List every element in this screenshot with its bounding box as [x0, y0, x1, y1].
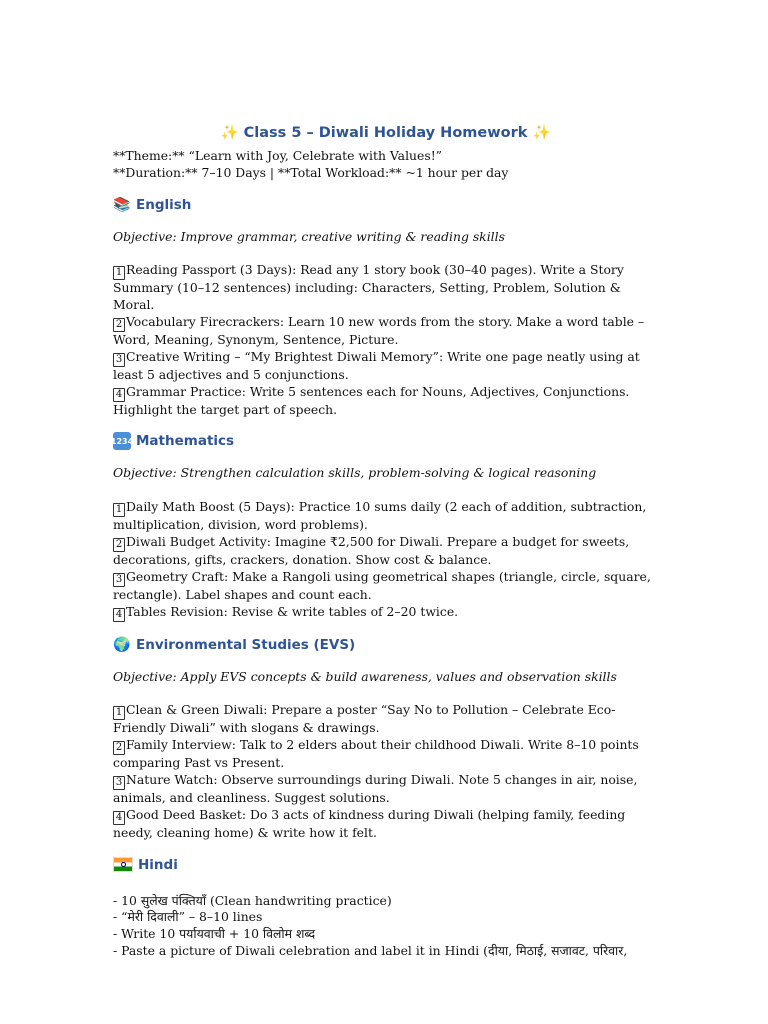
task-list-mathematics — [113, 499, 658, 621]
task-text: Clean & Green Diwali: Prepare a poster “Say No to Pollution – Celebrate Eco-Friendly Diwali” with slogans & drawings. — [113, 702, 616, 736]
task-list-hindi — [113, 893, 658, 960]
task-text: Daily Math Boost (5 Days): Practice 10 sums daily (2 each of addition, subtraction, multiplication, division, word problems). — [113, 499, 647, 533]
list-item: - Write 10 पर्यायवाची + 10 विलोम शब्द — [113, 926, 316, 942]
task-text: Diwali Budget Activity: Imagine ₹2,500 for Diwali. Prepare a budget for sweets, decorations, gifts, crackers, donation. Show cost & balance. — [113, 533, 630, 567]
duration-line: **Duration:** 7–10 Days | **Total Workload:** ~1 hour per day — [113, 164, 509, 180]
list-item — [113, 569, 658, 604]
number-badge: 2 — [113, 538, 125, 552]
objective-mathematics: Objective: Strengthen calculation skills, problem-solving & logical reasoning — [113, 465, 597, 481]
list-item — [113, 604, 658, 622]
section-heading-text: Mathematics — [136, 433, 235, 450]
number-badge: 4 — [113, 811, 125, 825]
task-list-evs — [113, 702, 658, 841]
section-heading-text: Environmental Studies (EVS) — [136, 636, 356, 653]
list-item — [113, 262, 658, 314]
number-badge: 3 — [113, 776, 125, 790]
section-heading-hindi — [113, 854, 658, 876]
homework-document — [110, 122, 658, 960]
number-badge: 2 — [113, 741, 125, 755]
list-item: - 10 सुलेख पंक्तियाँ (Clean handwriting practice) — [113, 892, 392, 908]
books-icon: 📚 — [113, 196, 131, 213]
number-badge: 4 — [113, 388, 125, 402]
objective-evs: Objective: Apply EVS concepts & build awareness, values and observation skills — [113, 668, 617, 684]
section-heading-english — [113, 194, 658, 216]
objective-english: Objective: Improve grammar, creative writing & reading skills — [113, 228, 505, 244]
document-title — [113, 122, 658, 144]
number-badge: 1 — [113, 266, 125, 280]
list-item — [113, 737, 658, 772]
sparkles-icon: ✨ — [532, 125, 551, 141]
document-title-text: Class 5 – Diwali Holiday Homework — [243, 125, 528, 141]
numbers-icon: 1234 — [113, 432, 131, 450]
section-heading-text: Hindi — [138, 856, 178, 873]
task-text: Good Deed Basket: Do 3 acts of kindness during Diwali (helping family, feeding needy, cleaning home) & write how it felt. — [113, 806, 626, 840]
task-text: Reading Passport (3 Days): Read any 1 story book (30–40 pages). Write a Story Summary (10–12 sentences) including: Characters, Setting, Problem, Solution & Moral. — [113, 262, 624, 313]
number-badge: 3 — [113, 353, 125, 367]
task-text: Family Interview: Talk to 2 elders about their childhood Diwali. Write 8–10 points comparing Past vs Present. — [113, 737, 639, 771]
list-item — [113, 499, 658, 534]
sparkles-icon: ✨ — [220, 125, 239, 141]
number-badge: 4 — [113, 608, 125, 622]
task-text: Vocabulary Firecrackers: Learn 10 new words from the story. Make a word table – Word, Meaning, Synonym, Sentence, Picture. — [113, 313, 645, 347]
section-heading-mathematics — [110, 430, 658, 452]
task-text: Tables Revision: Revise & write tables of 2–20 twice. — [126, 603, 459, 619]
number-badge: 3 — [113, 573, 125, 587]
section-heading-text: English — [136, 196, 192, 213]
task-text: Creative Writing – “My Brightest Diwali Memory”: Write one page neatly using at least 5 adjectives and 5 conjunctions. — [113, 348, 640, 382]
list-item — [113, 807, 658, 842]
number-badge: 1 — [113, 503, 125, 517]
task-text: Grammar Practice: Write 5 sentences each for Nouns, Adjectives, Conjunctions. Highlight the target part of speech. — [113, 383, 630, 417]
number-badge: 1 — [113, 706, 125, 720]
list-item — [113, 772, 658, 807]
list-item — [113, 534, 658, 569]
section-heading-evs — [113, 634, 658, 656]
theme-line: **Theme:** “Learn with Joy, Celebrate with Values!” — [113, 148, 443, 163]
globe-icon: 🌍 — [113, 636, 131, 653]
list-item — [113, 314, 658, 349]
task-text: Nature Watch: Observe surroundings during Diwali. Note 5 changes in air, noise, animals, and cleanliness. Suggest solutions. — [113, 771, 638, 805]
task-text: Geometry Craft: Make a Rangoli using geometrical shapes (triangle, circle, square, rectangle). Label shapes and count each. — [113, 568, 651, 602]
list-item — [113, 702, 658, 737]
list-item: - “मेरी दिवाली” – 8–10 lines — [113, 909, 263, 925]
list-item — [113, 384, 658, 419]
list-item — [113, 349, 658, 384]
list-item: - Paste a picture of Diwali celebration and label it in Hindi (दीया, मिठाई, सजावट, परिवार, — [113, 942, 628, 958]
task-list-english — [113, 262, 658, 418]
number-badge: 2 — [113, 318, 125, 332]
india-flag-icon — [113, 857, 133, 872]
